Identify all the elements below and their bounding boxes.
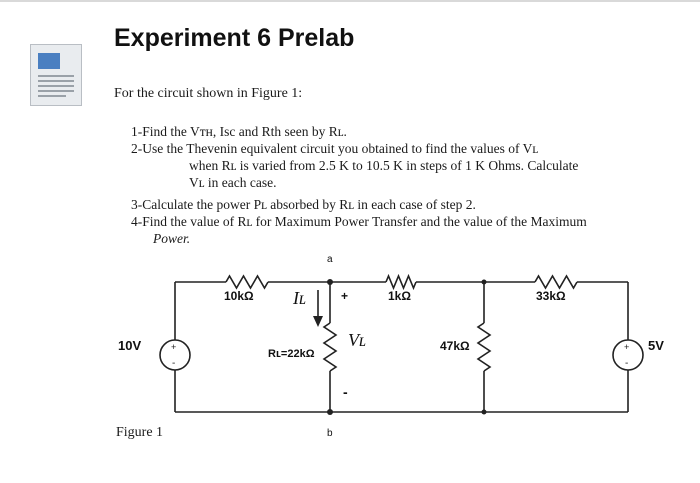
svg-text:+: + xyxy=(171,342,177,352)
svg-text:+: + xyxy=(624,342,630,352)
current-label: Iʟ xyxy=(293,288,307,308)
resistor-47k xyxy=(478,323,490,371)
figure-caption: Figure 1 xyxy=(116,425,164,440)
node-b-label: b xyxy=(327,428,333,439)
node-b-dot xyxy=(327,409,333,415)
page-title: Experiment 6 Prelab xyxy=(114,24,355,52)
question-1: 1-Find the Vᴛʜ, Isc and Rth seen by Rʟ. xyxy=(131,124,347,139)
question-2-line-3: Vʟ in each case. xyxy=(189,175,277,190)
question-2-line-1: 2-Use the Thevenin equivalent circuit you obtained to find the values of Vʟ xyxy=(131,141,539,156)
resistor-47k-label: 47kΩ xyxy=(440,339,470,353)
source-5v-label: 5V xyxy=(648,338,664,353)
question-4-line-2: Power. xyxy=(153,231,191,246)
current-arrow-icon xyxy=(313,316,323,327)
intro-text: For the circuit shown in Figure 1: xyxy=(114,86,303,101)
resistor-10k-label: 10kΩ xyxy=(224,289,254,303)
voltage-plus: + xyxy=(341,289,349,303)
question-3: 3-Calculate the power Pʟ absorbed by Rʟ in each case of step 2. xyxy=(131,197,476,212)
resistor-33k-label: 33kΩ xyxy=(536,289,566,303)
source-10v-label: 10V xyxy=(118,338,142,353)
node-a-dot xyxy=(327,279,333,285)
resistor-1k-label: 1kΩ xyxy=(388,289,411,303)
resistor-1k xyxy=(386,276,416,288)
svg-text:-: - xyxy=(172,358,176,369)
svg-text:-: - xyxy=(625,358,629,369)
resistor-10k xyxy=(226,276,268,288)
resistor-rl xyxy=(324,323,336,371)
node-a-label: a xyxy=(327,254,333,265)
voltage-minus: - xyxy=(343,384,348,400)
resistor-rl-label: Rʟ=22kΩ xyxy=(268,348,315,360)
resistor-33k xyxy=(535,276,577,288)
question-2-line-2: when Rʟ is varied from 2.5 K to 10.5 K in steps of 1 K Ohms. Calculate xyxy=(189,158,579,173)
question-4-line-1: 4-Find the value of Rʟ for Maximum Power Transfer and the value of the Maximum xyxy=(131,214,587,229)
voltage-label: Vʟ xyxy=(348,330,367,350)
